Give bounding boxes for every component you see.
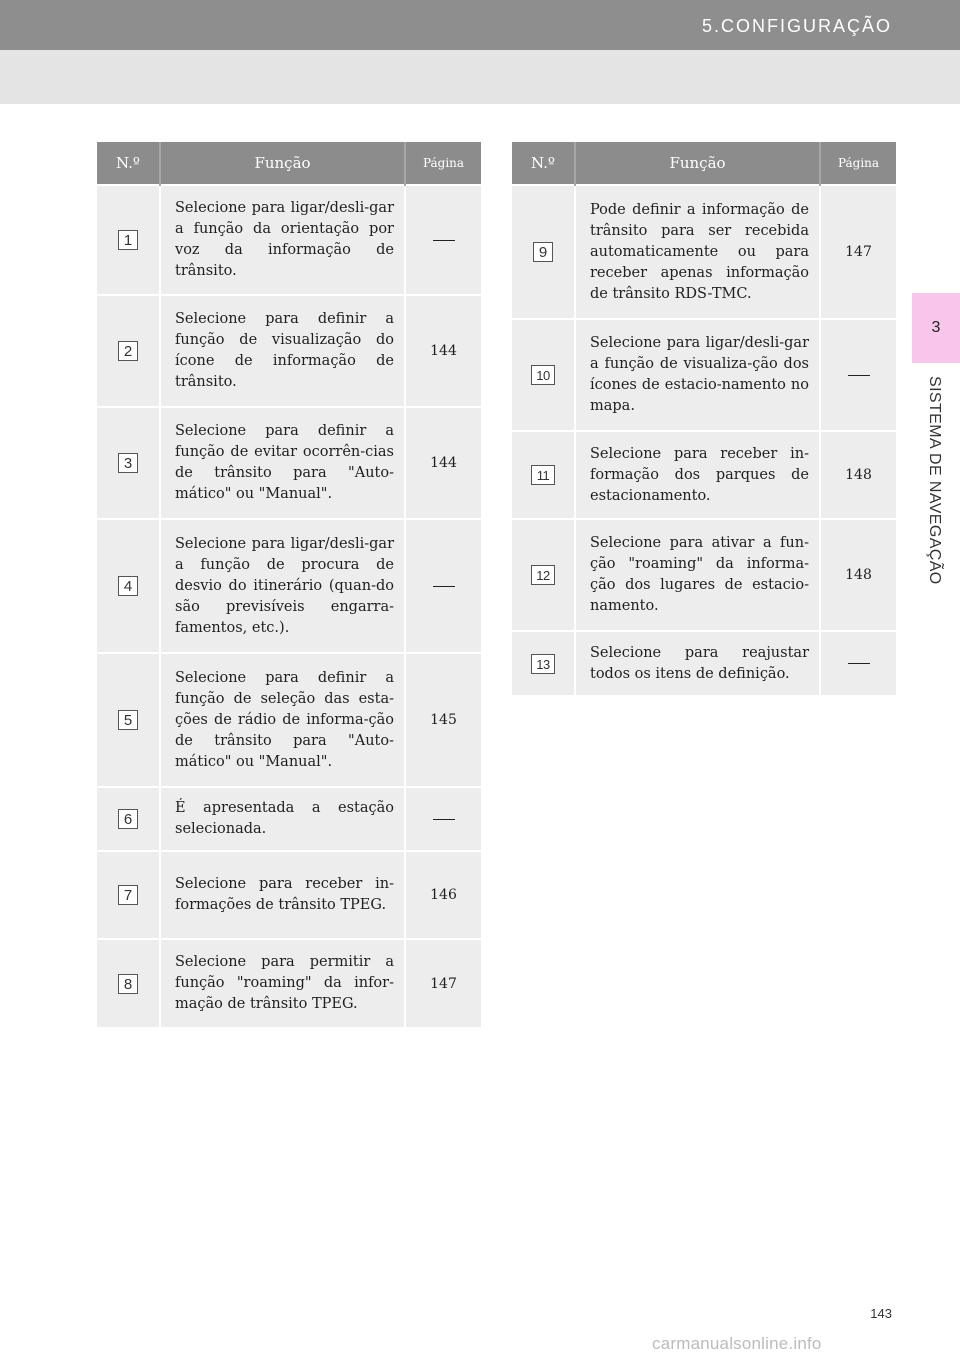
item-number-badge: 13 bbox=[531, 654, 555, 674]
no-page-dash bbox=[848, 375, 870, 376]
function-description: Selecione para definir a função de seleção das esta-ções de rádio de informa-ção de trânsito para "Auto-mático" ou "Manual". bbox=[160, 653, 405, 787]
function-description: Pode definir a informação de trânsito para ser recebida automaticamente ou para receber apenas informação de trânsito RDS-TMC. bbox=[575, 185, 820, 319]
page-reference[interactable]: 146 bbox=[405, 851, 481, 939]
chapter-number: 3 bbox=[931, 319, 941, 336]
table-row bbox=[512, 631, 896, 695]
item-number-badge: 8 bbox=[118, 974, 138, 994]
table-row bbox=[512, 519, 896, 631]
function-description: Selecione para ligar/desli-gar a função de procura de desvio do itinerário (quan-do são previsíveis engarra-famentos, etc.). bbox=[160, 519, 405, 653]
item-number-badge: 10 bbox=[531, 365, 555, 385]
table-row bbox=[97, 519, 481, 653]
no-page-dash bbox=[848, 663, 870, 664]
page-reference[interactable]: 144 bbox=[405, 295, 481, 407]
item-number-badge: 11 bbox=[531, 465, 555, 485]
table-row bbox=[512, 319, 896, 431]
table-row bbox=[97, 939, 481, 1027]
section-title: 5.CONFIGURAÇÃO bbox=[701, 16, 892, 36]
table-row bbox=[97, 653, 481, 787]
table-row bbox=[512, 431, 896, 519]
function-table-right bbox=[512, 142, 896, 695]
header-band bbox=[0, 50, 960, 104]
header-bar bbox=[0, 0, 960, 50]
table-row bbox=[97, 851, 481, 939]
table-header bbox=[97, 142, 481, 185]
function-description: Selecione para receber in-formações de trânsito TPEG. bbox=[160, 851, 405, 939]
function-description: Selecione para definir a função de evitar ocorrên-cias de trânsito para "Auto-mático" ou "Manual". bbox=[160, 407, 405, 519]
table-row bbox=[97, 295, 481, 407]
function-description: Selecione para ligar/desli-gar a função da orientação por voz da informação de trânsito. bbox=[160, 185, 405, 295]
item-number-badge: 5 bbox=[118, 710, 138, 730]
table-row bbox=[97, 185, 481, 295]
item-number-badge: 12 bbox=[531, 565, 555, 585]
item-number-badge: 3 bbox=[118, 453, 138, 473]
table-row bbox=[97, 407, 481, 519]
no-page-dash bbox=[433, 819, 455, 820]
page-reference[interactable]: 148 bbox=[820, 519, 896, 631]
table-row bbox=[512, 185, 896, 319]
column-function: Função bbox=[160, 142, 405, 185]
page-reference[interactable]: 147 bbox=[405, 939, 481, 1027]
table-row bbox=[97, 787, 481, 851]
function-table-left bbox=[97, 142, 481, 1027]
function-description: Selecione para ativar a fun-ção "roaming" da informa-ção dos lugares de estacio-namento. bbox=[575, 519, 820, 631]
page-reference[interactable]: 148 bbox=[820, 431, 896, 519]
item-number-badge: 4 bbox=[118, 576, 138, 596]
function-description: Selecione para ligar/desli-gar a função de visualiza-ção dos ícones de estacio-namento no mapa. bbox=[575, 319, 820, 431]
function-description: Selecione para reajustar todos os itens de definição. bbox=[575, 631, 820, 695]
column-function: Função bbox=[575, 142, 820, 185]
item-number-badge: 1 bbox=[118, 230, 138, 250]
item-number-badge: 6 bbox=[118, 809, 138, 829]
chapter-tab[interactable] bbox=[912, 293, 960, 363]
page-reference[interactable]: 145 bbox=[405, 653, 481, 787]
column-page: Página bbox=[820, 142, 896, 185]
no-page-dash bbox=[433, 240, 455, 241]
column-page: Página bbox=[405, 142, 481, 185]
page-reference[interactable]: 147 bbox=[820, 185, 896, 319]
item-number-badge: 9 bbox=[533, 242, 553, 262]
item-number-badge: 7 bbox=[118, 885, 138, 905]
column-number: N.º bbox=[512, 142, 575, 185]
watermark[interactable]: carmanualsonline.info bbox=[652, 1334, 822, 1353]
no-page-dash bbox=[433, 586, 455, 587]
function-description: Selecione para permitir a função "roaming" da infor-mação de trânsito TPEG. bbox=[160, 939, 405, 1027]
table-header bbox=[512, 142, 896, 185]
page-reference[interactable]: 144 bbox=[405, 407, 481, 519]
function-description: Selecione para receber in-formação dos parques de estacionamento. bbox=[575, 431, 820, 519]
column-number: N.º bbox=[97, 142, 160, 185]
chapter-label: SISTEMA DE NAVEGAÇÃO bbox=[926, 376, 943, 585]
page-number: 143 bbox=[870, 1306, 892, 1321]
item-number-badge: 2 bbox=[118, 341, 138, 361]
function-description: É apresentada a estação selecionada. bbox=[160, 787, 405, 851]
function-description: Selecione para definir a função de visualização do ícone de informação de trânsito. bbox=[160, 295, 405, 407]
